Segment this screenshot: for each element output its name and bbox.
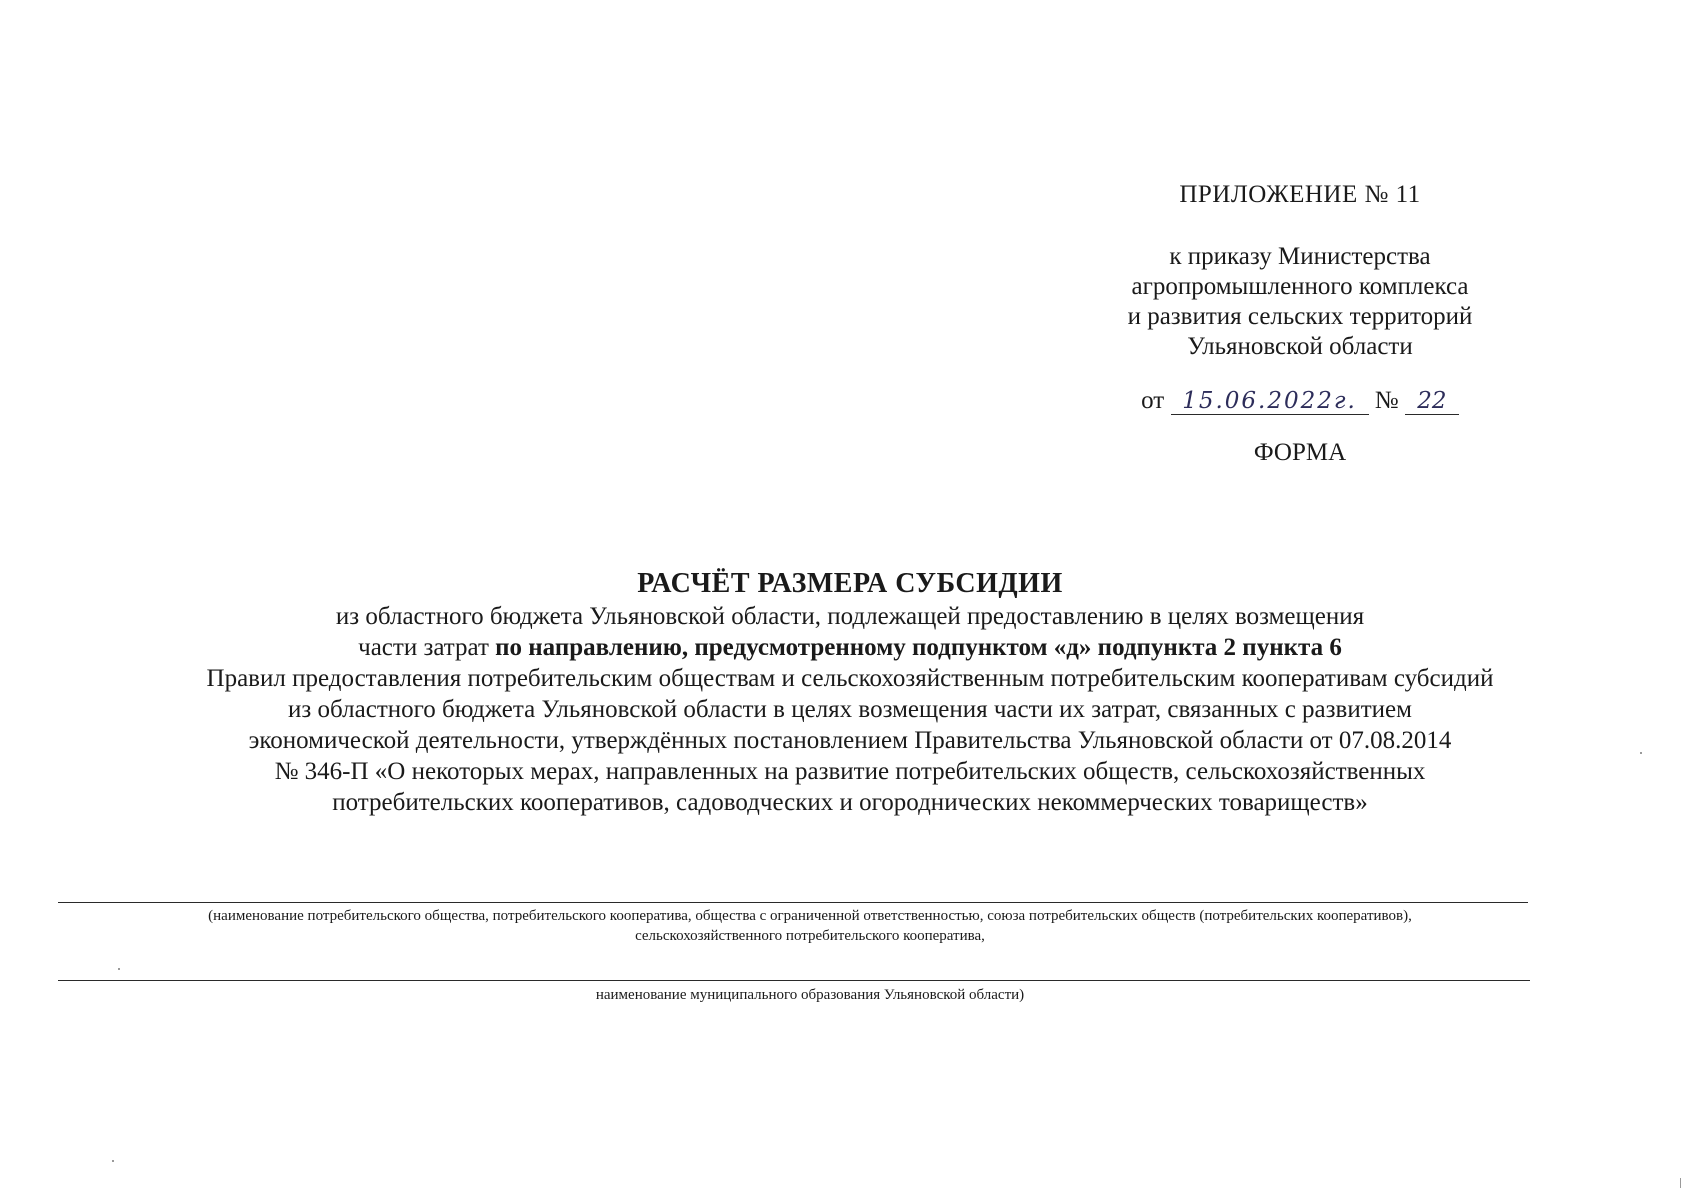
scan-speck (112, 1160, 114, 1162)
approval-block (1080, 180, 1520, 468)
heading-line-1: из областного бюджета Ульяновской области, подлежащей предоставлению в целях возмещения (335, 603, 1365, 630)
appendix-title: ПРИЛОЖЕНИЕ № 11 (1179, 181, 1421, 208)
municipality-name-line (58, 980, 1530, 981)
heading-line-5: экономической деятельности, утверждённых постановлением Правительства Ульяновской области от 07.08.2014 (248, 727, 1452, 754)
organization-name-line (58, 902, 1528, 903)
scan-speck (118, 968, 120, 970)
heading-line-2 (60, 632, 1640, 663)
order-date-value: 15.06.2022г. (1171, 388, 1369, 415)
document-heading (60, 568, 1640, 818)
order-date-line (1080, 386, 1520, 416)
heading-line-7: потребительских кооперативов, садоводческих и огороднических некоммерческих товариществ» (332, 789, 1368, 816)
scan-speck (1680, 1178, 1681, 1188)
heading-line-3: Правил предоставления потребительским обществам и сельскохозяйственным потребительским кооперативам субсидий (206, 665, 1494, 692)
heading-line-4: из областного бюджета Ульяновской области в целях возмещения части их затрат, связанных с развитием (288, 696, 1412, 723)
order-number-value: 22 (1405, 388, 1459, 415)
form-label: ФОРМА (1253, 439, 1347, 466)
order-line-2: агропромышленного комплекса (1131, 273, 1469, 300)
municipality-caption: наименование муниципального образования Ульяновской области) (595, 987, 1025, 1003)
heading-line-2-normal: части затрат (358, 634, 496, 661)
order-reference (1080, 242, 1520, 362)
order-line-4: Ульяновской области (1187, 333, 1413, 360)
heading-line-2-bold: по направлению, предусмотренному подпунктом «д» подпункта 2 пункта 6 (495, 634, 1342, 661)
document-title: РАСЧЁТ РАЗМЕРА СУБСИДИИ (637, 568, 1063, 599)
scan-speck (1640, 752, 1642, 754)
heading-line-6: № 346-П «О некоторых мерах, направленных на развитие потребительских обществ, сельскохозяйственных (274, 758, 1426, 785)
order-line-3: и развития сельских территорий (1127, 303, 1473, 330)
number-prefix: № (1374, 387, 1399, 414)
organization-caption-line-1: (наименование потребительского общества, потребительского кооператива, общества с ограниченной ответственностью, союза потребительских обществ (потребительских кооперативов), (208, 908, 1412, 924)
date-prefix: от (1141, 387, 1165, 414)
organization-caption-line-2: сельскохозяйственного потребительского кооператива, (635, 928, 985, 944)
order-line-1: к приказу Министерства (1169, 243, 1431, 270)
